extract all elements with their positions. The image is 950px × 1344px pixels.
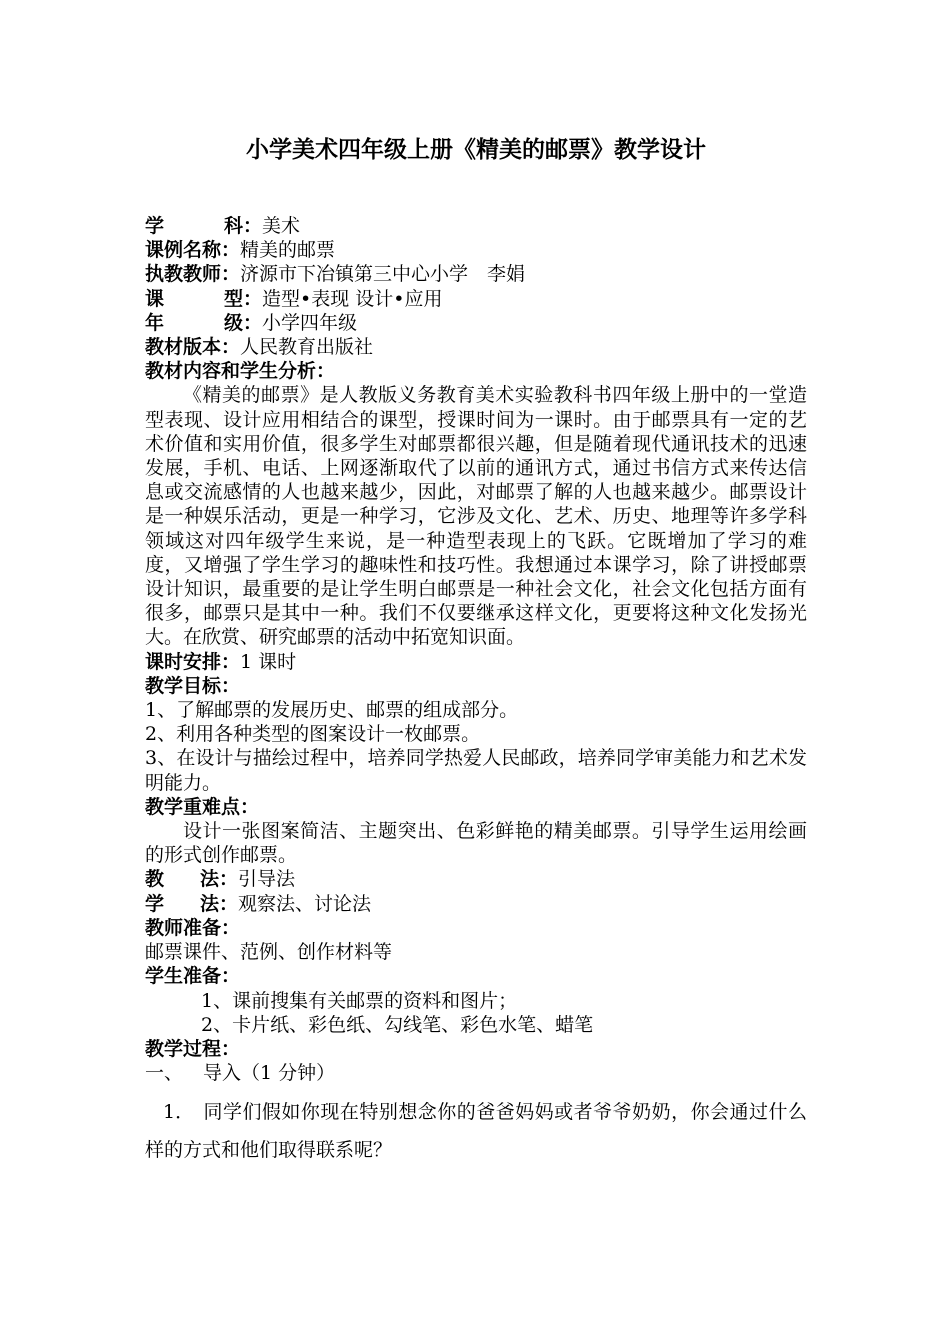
learn-method-row — [145, 892, 807, 916]
section-1-title: 导入（1 分钟） — [203, 1062, 336, 1085]
learn-method-label-2: 法： — [200, 892, 239, 915]
edition-value: 人民教育出版社 — [240, 336, 374, 359]
schedule-label: 课时安排： — [145, 650, 241, 673]
process-heading: 教学过程： — [145, 1037, 241, 1060]
schedule-row — [145, 650, 807, 674]
goal-item-2: 2、利用各种类型的图案设计一枚邮票。 — [145, 723, 481, 746]
keypoints-paragraph: 设计一张图案简洁、主题突出、色彩鲜艳的精美邮票。引导学生运用绘画的形式创作邮票。 — [145, 820, 807, 867]
goal-item-1: 1、了解邮票的发展历史、邮票的组成部分。 — [145, 699, 519, 722]
edition-label: 教材版本： — [145, 336, 241, 359]
teach-method-row — [145, 867, 807, 891]
teach-method-label-2: 法： — [200, 868, 239, 891]
teacher-value: 济源市下冶镇第三中心小学 李娟 — [240, 263, 526, 286]
document-body — [145, 134, 807, 1169]
process-question-1 — [145, 1093, 807, 1169]
grade-value: 小学四年级 — [262, 311, 358, 334]
lesson-type-label-1: 课 — [145, 287, 165, 310]
teacher-prep-heading: 教师准备： — [145, 916, 241, 939]
subject-label-1: 学 — [145, 215, 165, 237]
lesson-name-value: 精美的邮票 — [240, 239, 336, 262]
question-1-number: 1． — [163, 1101, 195, 1124]
process-section-1 — [145, 1061, 807, 1085]
subject-row — [145, 214, 807, 238]
learn-method-label-1: 学 — [145, 892, 165, 915]
grade-row — [145, 311, 807, 335]
lesson-type-value: 造型•表现 设计•应用 — [262, 287, 443, 310]
goal-item-3: 3、在设计与描绘过程中，培养同学热爱人民邮政，培养同学审美能力和艺术发明能力。 — [145, 747, 807, 794]
page-title: 小学美术四年级上册《精美的邮票》教学设计 — [246, 137, 706, 163]
lesson-type-label-2: 型： — [224, 287, 263, 310]
subject-label-2: 科： — [224, 215, 263, 237]
teach-method-label-1: 教 — [145, 868, 165, 891]
student-prep-item-1: 1、课前搜集有关邮票的资料和图片； — [201, 989, 518, 1012]
analysis-heading: 教材内容和学生分析： — [145, 360, 336, 383]
schedule-value: 1 课时 — [240, 650, 297, 673]
teach-method-value: 引导法 — [238, 868, 296, 891]
student-prep-heading: 学生准备： — [145, 965, 241, 988]
grade-label-1: 年 — [145, 311, 165, 334]
goals-heading: 教学目标： — [145, 674, 241, 697]
edition-row — [145, 335, 807, 359]
lesson-type-row — [145, 287, 807, 311]
subject-value: 美术 — [262, 215, 301, 237]
teacher-row — [145, 262, 807, 286]
section-1-number: 一、 — [145, 1062, 184, 1085]
student-prep-item-2: 2、卡片纸、彩色纸、勾线笔、彩色水笔、蜡笔 — [201, 1013, 594, 1036]
teacher-prep-value: 邮票课件、范例、创作材料等 — [145, 941, 393, 964]
learn-method-value: 观察法、讨论法 — [238, 892, 372, 915]
grade-label-2: 级： — [224, 311, 263, 334]
teacher-label: 执教教师： — [145, 263, 241, 286]
lesson-name-row — [145, 238, 807, 262]
lesson-name-label: 课例名称： — [145, 239, 241, 262]
question-1-text: 同学们假如你现在特别想念你的爸爸妈妈或者爷爷奶奶，你会通过什么样的方式和他们取得联系呢？ — [145, 1101, 807, 1162]
analysis-paragraph: 《精美的邮票》是人教版义务教育美术实验教科书四年级上册中的一堂造型表现、设计应用相结合的课型，授课时间为一课时。由于邮票具有一定的艺术价值和实用价值，很多学生对邮票都很兴趣，但是随着现代通讯技术的迅速发展，手机、电话、上网逐渐取代了以前的通讯方式，通过书信方式来传达信息或交流感情的人也越来越少，因此，对邮票了解的人也越来越少。邮票设计是一种娱乐活动，更是一种学习，它涉及文化、艺术、历史、地理等许多学科领域这对四年级学生来说，是一种造型表现上的飞跃。它既增加了学习的难度，又增强了学生学习的趣味性和技巧性。我想通过本课学习，除了讲授邮票设计知识，最重要的是让学生明白邮票是一种社会文化，社会文化包括方面有很多，邮票只是其中一种。我们不仅要继承这样文化，更要将这种文化发扬光大。在欣赏、研究邮票的活动中拓宽知识面。 — [145, 384, 807, 649]
keypoints-heading: 教学重难点： — [145, 795, 260, 818]
